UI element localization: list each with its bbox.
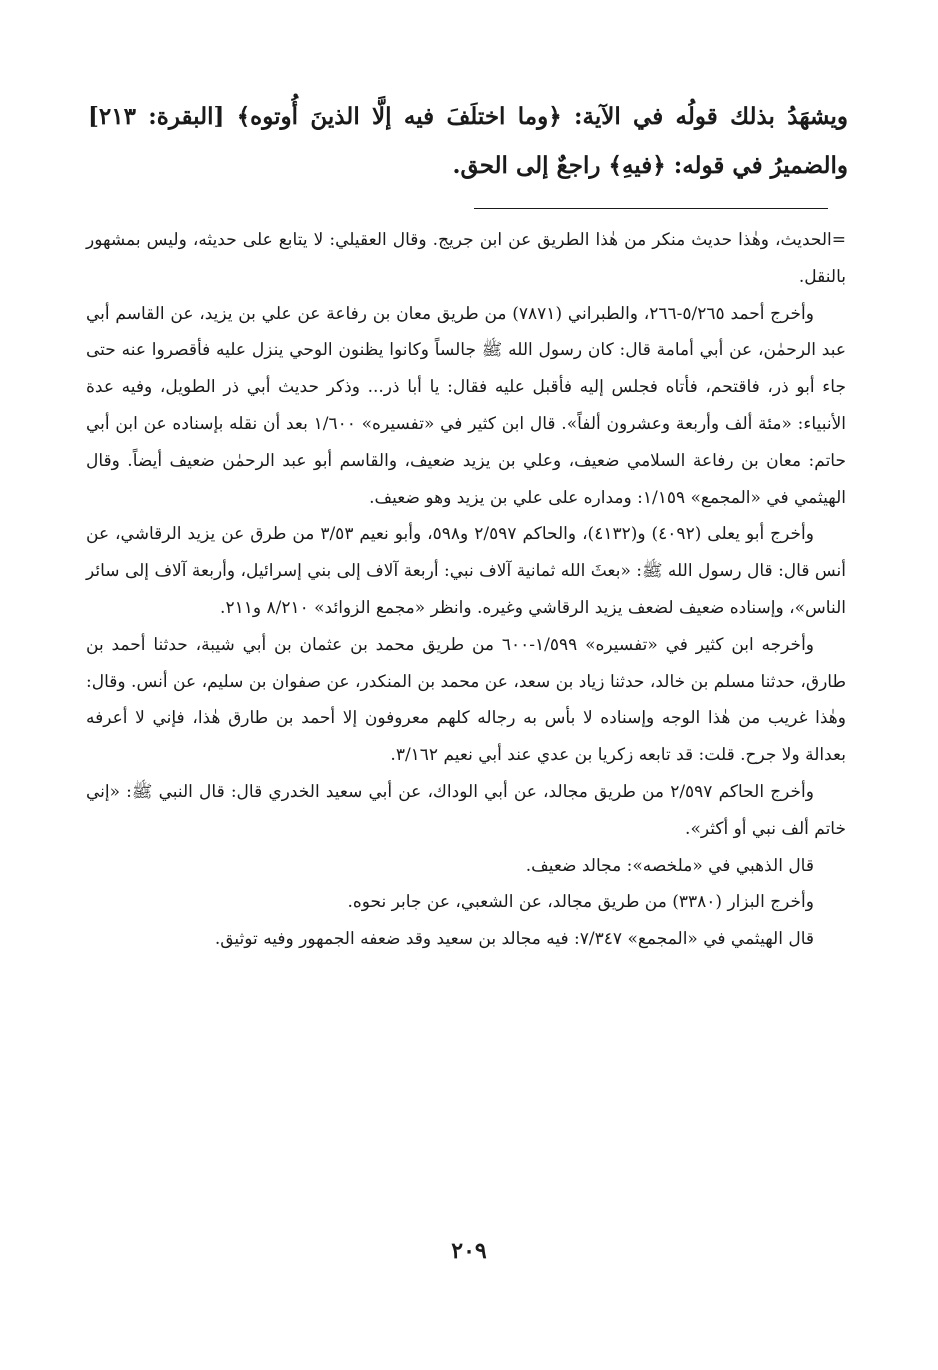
footnotes-block [86,222,846,958]
main-text-block [88,92,848,190]
footnote-paragraph: وأخرج الحاكم ٢/٥٩٧ من طريق مجالد، عن أبي الوداك، عن أبي سعيد الخدري قال: قال النبي ﷺ: «إني خاتم ألف نبي أو أكثر». [86,781,846,839]
footnote-paragraph: قال الهيثمي في «المجمع» ٧/٣٤٧: فيه مجالد بن سعيد وقد ضعفه الجمهور وفيه توثيق. [214,929,814,950]
footnote-paragraph: وأخرج أحمد ٥/٢٦٥-٢٦٦، والطبراني (٧٨٧١) من طريق معان بن رفاعة عن علي بن يزيد، عن القاسم أبي عبد الرحمٰن، عن أبي أمامة قال: كان رسول الله ﷺ جالساً وكانوا يظنون الوحي ينزل عليه فأقصروا عنه حتى جاء أبو ذر، فاقتحم، فأتاه فجلس إليه فأقبل عليه فقال: يا أبا ذر... وذكر حديث أبي ذر الطويل، وفيه عدة الأنبياء: «مئة ألف وأربعة وعشرون ألفاً». قال ابن كثير في «تفسيره» ١/٦٠٠ بعد أن نقله بإسناده عن ابن أبي حاتم: معان بن رفاعة السلامي ضعيف، وعلي بن يزيد ضعيف، والقاسم أبو عبد الرحمٰن ضعيف أيضاً. وقال الهيثمي في «المجمع» ١/١٥٩: ومداره على علي بن يزيد وهو ضعيف. [86,303,846,508]
footnote-separator [474,208,828,209]
footnote-paragraph: وأخرج أبو يعلى (٤٠٩٢) و(٤١٣٢)، والحاكم ٢/٥٩٧ و٥٩٨، وأبو نعيم ٣/٥٣ من طرق عن يزيد الرقاشي، عن أنس قال: قال رسول الله ﷺ: «بعثَ الله ثمانية آلاف نبي: أربعة آلاف إلى بني إسرائيل، وأربعة آلاف إلى سائر الناس»، وإسناده ضعيف لضعف يزيد الرقاشي وغيره. وانظر «مجمع الزوائد» ٨/٢١٠ و٢١١. [86,524,846,618]
footnote-continuation: =الحديث، وهٰذا حديث منكر من هٰذا الطريق عن ابن جريج. وقال العقيلي: لا يتابع على حديثه، وليس بمشهور بالنقل. [86,230,846,287]
main-paragraph: ويشهَدُ بذلك قولُه في الآية: ﴿وما اختلَفَ فيه إلَّا الذينَ أُوتوه﴾ [البقرة: ٢١٣] والضميرُ في قوله: ﴿فيهِ﴾ راجعٌ إلى الحق. [88,103,848,179]
footnote-paragraph: وأخرج البزار (٣٣٨٠) من طريق مجالد، عن الشعبي، عن جابر نحوه. [347,892,814,913]
page-number: ٢٠٩ [451,1238,487,1264]
footnote-paragraph: وأخرجه ابن كثير في «تفسيره» ١/٥٩٩-٦٠٠ من طريق محمد بن عثمان بن أبي شيبة، حدثنا أحمد بن طارق، حدثنا مسلم بن خالد، حدثنا زياد بن سعد، عن محمد بن المنكدر، عن صفوان بن سليم، عن أنس. وقال: وهٰذا غريب من هٰذا الوجه وإسناده لا بأس به رجاله كلهم معروفون إلا أحمد بن طارق هٰذا، فإني لا أعرفه بعدالة ولا جرح. قلت: قد تابعه زكريا بن عدي عند أبي نعيم ٣/١٦٢. [86,634,846,766]
footnote-paragraph: قال الذهبي في «ملخصه»: مجالد ضعيف. [525,855,814,876]
